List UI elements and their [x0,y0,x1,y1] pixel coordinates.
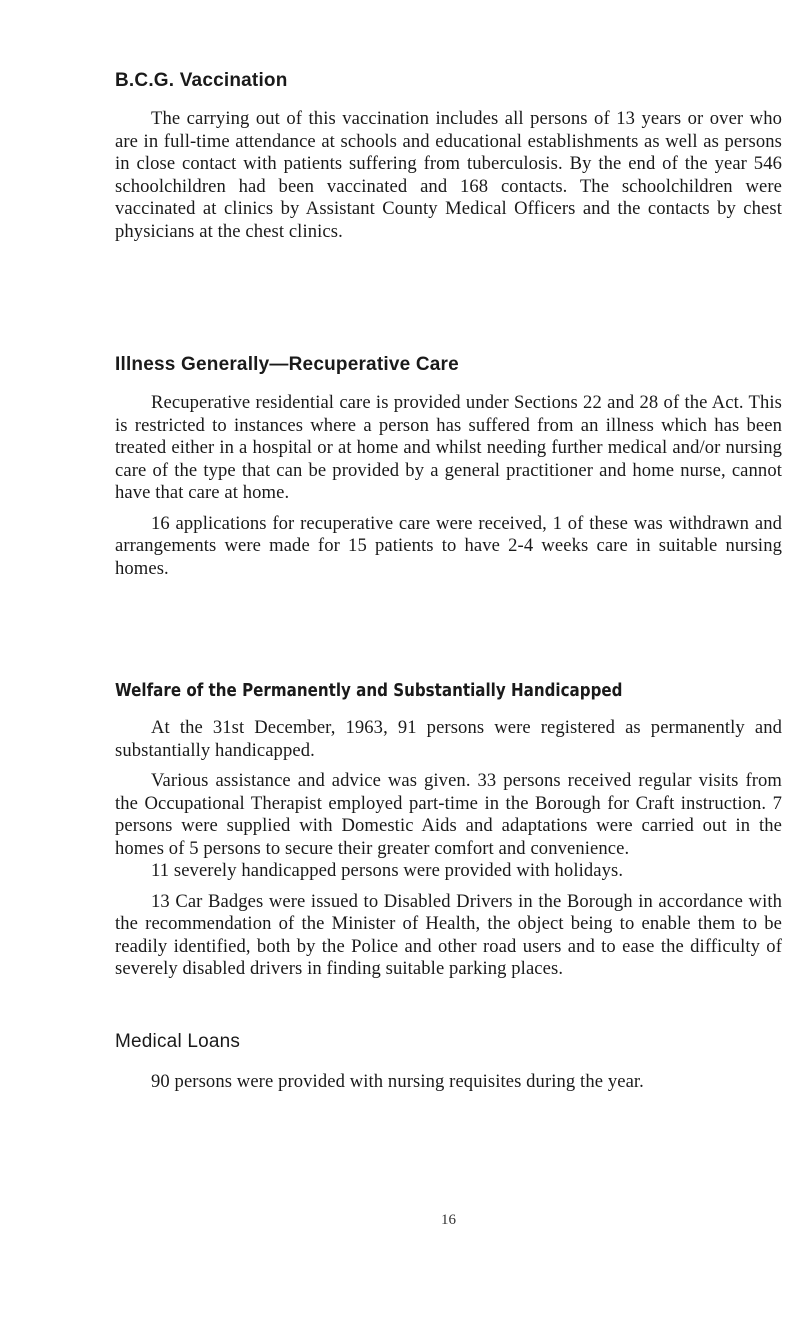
section-heading: B.C.G. Vaccination [115,70,288,91]
section-heading: Illness Generally—Recuperative Care [115,354,459,375]
section-medical-loans [115,1031,782,1094]
section-heading: Welfare of the Permanently and Substantially Handicapped [115,680,623,701]
paragraph: Various assistance and advice was given. 33 persons received regular visits from the Occupational Therapist employed part-time in the Borough for Craft instruction. 7 persons were supplied with Domestic Aids and adaptations were carried out in the homes of 5 persons to secure their greater comfort and convenience. [115,770,782,859]
paragraph: At the 31st December, 1963, 91 persons were registered as permanently and substantially handicapped. [115,717,782,761]
section-heading: Medical Loans [115,1031,241,1052]
section-recuperative-care [115,354,782,580]
paragraph: 16 applications for recuperative care were received, 1 of these was withdrawn and arrangements were made for 15 patients to have 2-4 weeks care in suitable nursing homes. [115,512,782,579]
section-bcg-vaccination [115,70,782,243]
section-welfare-handicapped [115,680,782,981]
paragraph: The carrying out of this vaccination includes all persons of 13 years or over who are in full-time attendance at schools and educational establishments as well as persons in close contact with patients suffering from tuberculosis. By the end of the year 546 schoolchildren had been vaccinated and 168 contacts. The schoolchildren were vaccinated at clinics by Assistant County Medical Officers and the contacts by chest physicians at the chest clinics. [115,108,782,242]
paragraph: 11 severely handicapped persons were provided with holidays. [151,860,624,881]
paragraph: 90 persons were provided with nursing requisites during the year. [151,1071,644,1092]
paragraph: Recuperative residential care is provided under Sections 22 and 28 of the Act. This is restricted to instances where a person has suffered from an illness which has been treated either in a hospital or at home and whilst needing further medical and/or nursing care of the type that can be provided by a general practitioner and home nurse, cannot have that care at home. [115,392,782,503]
page-number: 16 [441,1212,456,1228]
paragraph: 13 Car Badges were issued to Disabled Drivers in the Borough in accordance with the recommendation of the Minister of Health, the object being to enable them to be readily identified, both by the Police and other road users and to ease the difficulty of severely disabled drivers in finding suitable parking places. [115,890,782,979]
